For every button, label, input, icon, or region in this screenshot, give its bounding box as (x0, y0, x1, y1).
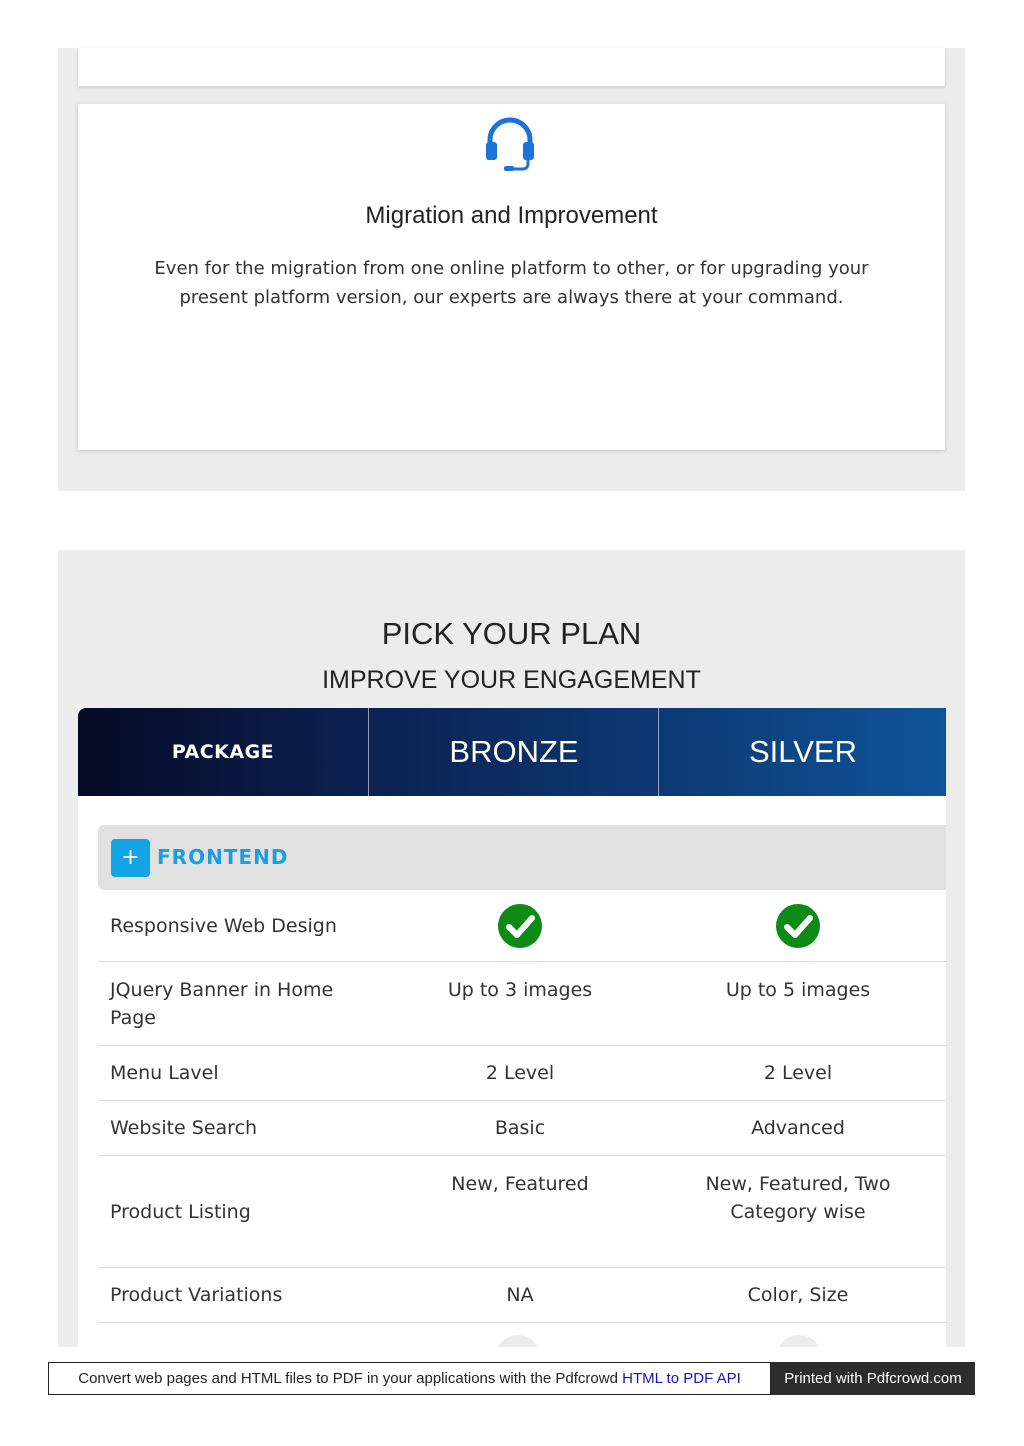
service-card-migration (78, 104, 945, 450)
footer-text: Convert web pages and HTML files to PDF in your applications with the Pdfcrowd (78, 1370, 618, 1387)
table-row (98, 890, 946, 962)
pricing-subtitle: IMPROVE YOUR ENGAGEMENT (322, 666, 701, 694)
silver-value: Advanced (751, 1117, 845, 1139)
silver-value (650, 890, 946, 961)
table-row (98, 1268, 946, 1323)
table-row (98, 962, 946, 1046)
category-frontend-toggle[interactable] (98, 825, 946, 890)
pricing-table (78, 708, 946, 1347)
feature-name: JQuery Banner in Home Page (110, 978, 334, 1029)
pricing-title: PICK YOUR PLAN (381, 616, 642, 651)
feature-name: Website Search (110, 1117, 258, 1139)
service-card-text: Even for the migration from one online platform to other, or for upgrading your present platform version, our experts are always there at your command. (154, 258, 869, 308)
feature-name: Product Variations (110, 1284, 283, 1306)
previous-service-card (78, 48, 945, 86)
bronze-value: 2 Level (485, 1062, 555, 1084)
feature-name: Product Listing (110, 1200, 251, 1223)
bronze-value (370, 890, 670, 961)
table-row-partial (98, 1323, 946, 1347)
pdfcrowd-footer (48, 1362, 975, 1395)
table-row (98, 1156, 946, 1268)
placeholder-circle-icon (776, 1335, 822, 1347)
feature-name: Responsive Web Design (110, 914, 337, 937)
check-circle-icon (775, 903, 821, 949)
headset-icon (484, 116, 536, 172)
table-row (98, 1101, 946, 1156)
table-row (98, 1046, 946, 1101)
feature-name: Menu Lavel (110, 1062, 219, 1084)
placeholder-circle-icon (495, 1335, 541, 1347)
plus-icon[interactable]: + (111, 839, 150, 877)
silver-value: Up to 5 images (725, 979, 871, 1001)
header-silver: SILVER (658, 708, 947, 796)
services-section (58, 48, 965, 491)
bronze-value: New, Featured (451, 1173, 589, 1195)
footer-link[interactable]: HTML to PDF API (622, 1370, 741, 1387)
header-bronze: BRONZE (368, 708, 659, 796)
pricing-table-header (78, 708, 946, 796)
bronze-value: Basic (494, 1117, 546, 1139)
footer-printed-with[interactable]: Printed with Pdfcrowd.com (771, 1362, 975, 1395)
silver-value: Color, Size (747, 1284, 849, 1306)
bronze-value: NA (506, 1284, 534, 1306)
footer-notice (48, 1362, 771, 1395)
silver-value: 2 Level (763, 1062, 833, 1084)
header-package: PACKAGE (171, 741, 275, 763)
service-card-title: Migration and Improvement (365, 202, 658, 229)
silver-value: New, Featured, Two Category wise (705, 1173, 891, 1223)
check-circle-icon (497, 903, 543, 949)
pricing-section (58, 550, 965, 1347)
category-label: FRONTEND (157, 845, 289, 869)
bronze-value: Up to 3 images (447, 979, 593, 1001)
